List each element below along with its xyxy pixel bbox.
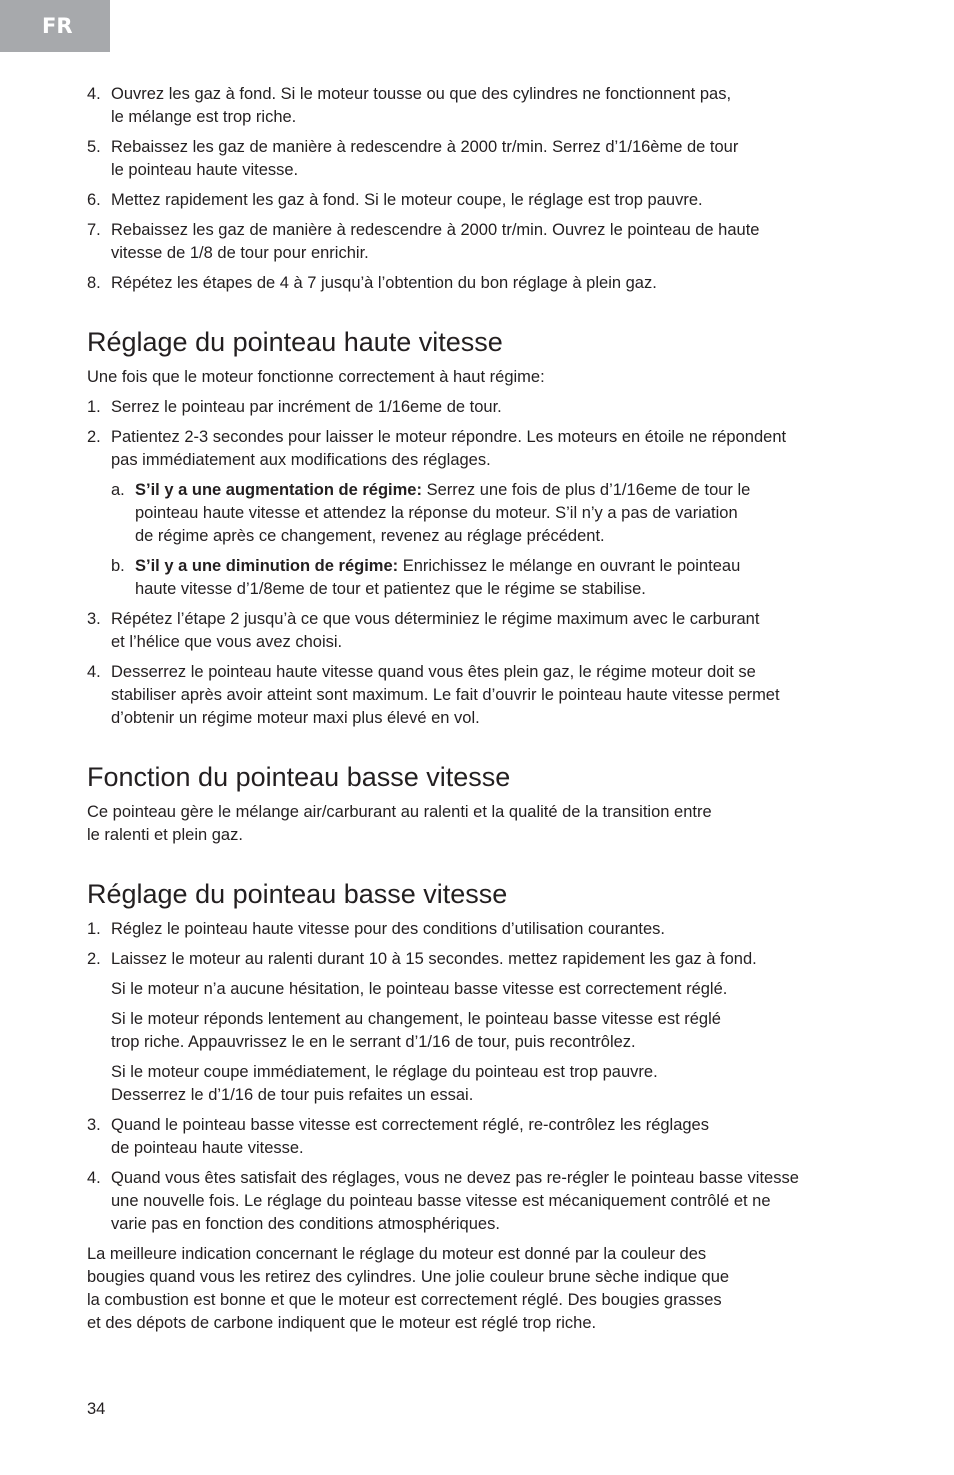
sub-item-letter: b. xyxy=(111,557,125,575)
paragraph-text-cont: bougies quand vous les retirez des cylindres. Une jolie couleur brune sèche indique que xyxy=(87,1268,730,1286)
list-item xyxy=(87,189,877,212)
language-tab: FR xyxy=(0,0,110,52)
sub-item-a xyxy=(111,479,877,548)
list-item xyxy=(87,918,877,941)
item-text: Rebaissez les gaz de manière à redescendre à 2000 tr/min. Serrez d’1/16ème de tour xyxy=(111,138,739,156)
indented-paragraph xyxy=(87,1008,877,1054)
list-item xyxy=(87,396,877,419)
item-text-cont: d’obtenir un régime moteur maxi plus élevé en vol. xyxy=(111,709,480,727)
item-number: 2. xyxy=(87,428,101,446)
item-number: 4. xyxy=(87,85,101,103)
list-item xyxy=(87,272,877,295)
item-text: Mettez rapidement les gaz à fond. Si le moteur coupe, le réglage est trop pauvre. xyxy=(111,191,703,209)
paragraph-text-cont: et des dépots de carbone indiquent que le moteur est réglé trop riche. xyxy=(87,1314,597,1332)
item-text-cont: une nouvelle fois. Le réglage du pointeau basse vitesse est mécaniquement contrôlé et ne xyxy=(111,1192,771,1210)
item-number: 3. xyxy=(87,610,101,628)
sub-item-text: Enrichissez le mélange en ouvrant le pointeau xyxy=(398,557,741,575)
section-paragraph xyxy=(87,801,877,847)
item-text: Quand vous êtes satisfait des réglages, vous ne devez pas re-régler le pointeau basse vitesse xyxy=(111,1169,799,1187)
item-text-cont: varie pas en fonction des conditions atmosphériques. xyxy=(111,1215,500,1233)
item-number: 2. xyxy=(87,950,101,968)
item-number: 3. xyxy=(87,1116,101,1134)
item-text: Rebaissez les gaz de manière à redescendre à 2000 tr/min. Ouvrez le pointeau de haute xyxy=(111,221,760,239)
page-content xyxy=(87,83,877,1342)
section-heading-low-speed-function: Fonction du pointeau basse vitesse xyxy=(87,762,511,792)
item-number: 8. xyxy=(87,274,101,292)
list-item xyxy=(87,608,877,654)
section-heading-low-speed-adjust: Réglage du pointeau basse vitesse xyxy=(87,879,508,909)
sub-item-text-cont: haute vitesse d’1/8eme de tour et patientez que le régime se stabilise. xyxy=(135,580,646,598)
paragraph-text-cont: la combustion est bonne et que le moteur est correctement réglé. Des bougies grasses xyxy=(87,1291,722,1309)
list-item xyxy=(87,1167,877,1236)
list-item xyxy=(87,136,877,182)
paragraph-text-cont: Desserrez le d’1/16 de tour puis refaites un essai. xyxy=(111,1086,474,1104)
sub-item-lead: S’il y a une diminution de régime: xyxy=(135,557,399,575)
item-text-cont: le pointeau haute vitesse. xyxy=(111,161,299,179)
sub-item-text-cont: pointeau haute vitesse et attendez la réponse du moteur. S’il n’y a pas de variation xyxy=(135,504,738,522)
item-text: Ouvrez les gaz à fond. Si le moteur tousse ou que des cylindres ne fonctionnent pas, xyxy=(111,85,732,103)
paragraph-text: Si le moteur réponds lentement au changement, le pointeau basse vitesse est réglé xyxy=(111,1010,721,1028)
item-text-cont: de pointeau haute vitesse. xyxy=(111,1139,304,1157)
list-item xyxy=(87,83,877,129)
item-number: 1. xyxy=(87,920,101,938)
list-item xyxy=(87,661,877,730)
item-text-cont: vitesse de 1/8 de tour pour enrichir. xyxy=(111,244,369,262)
item-text: Laissez le moteur au ralenti durant 10 à 15 secondes. mettez rapidement les gaz à fond. xyxy=(111,950,757,968)
item-text: Serrez le pointeau par incrément de 1/16eme de tour. xyxy=(111,398,502,416)
item-number: 6. xyxy=(87,191,101,209)
item-text: Répétez l’étape 2 jusqu’à ce que vous déterminiez le régime maximum avec le carburant xyxy=(111,610,760,628)
item-number: 1. xyxy=(87,398,101,416)
section-intro: Une fois que le moteur fonctionne correctement à haut régime: xyxy=(87,368,545,386)
list-item xyxy=(87,948,877,971)
sub-item-letter: a. xyxy=(111,481,125,499)
paragraph-text: La meilleure indication concernant le réglage du moteur est donné par la couleur des xyxy=(87,1245,707,1263)
item-number: 4. xyxy=(87,663,101,681)
item-text-cont: stabiliser après avoir atteint sont maximum. Le fait d’ouvrir le pointeau haute vitesse permet xyxy=(111,686,780,704)
intro-steps-list xyxy=(87,83,877,295)
sub-item-b xyxy=(111,555,877,601)
paragraph-text-cont: trop riche. Appauvrissez le en le serrant d’1/16 de tour, puis recontrôlez. xyxy=(111,1033,636,1051)
sub-item-lead: S’il y a une augmentation de régime: xyxy=(135,481,422,499)
sub-item-text-cont: de régime après ce changement, revenez au réglage précédent. xyxy=(135,527,605,545)
paragraph-text-cont: le ralenti et plein gaz. xyxy=(87,826,243,844)
closing-paragraph xyxy=(87,1243,877,1335)
list-item xyxy=(87,426,877,601)
item-text-cont: le mélange est trop riche. xyxy=(111,108,297,126)
section-heading-high-speed-adjust: Réglage du pointeau haute vitesse xyxy=(87,327,503,357)
item-number: 4. xyxy=(87,1169,101,1187)
item-text-cont: et l’hélice que vous avez choisi. xyxy=(111,633,343,651)
item-text: Patientez 2-3 secondes pour laisser le moteur répondre. Les moteurs en étoile ne répondent xyxy=(111,428,787,446)
indented-paragraph xyxy=(87,1061,877,1107)
item-text: Quand le pointeau basse vitesse est correctement réglé, re-contrôlez les réglages xyxy=(111,1116,709,1134)
item-text: Réglez le pointeau haute vitesse pour des conditions d’utilisation courantes. xyxy=(111,920,666,938)
item-text: Répétez les étapes de 4 à 7 jusqu’à l’obtention du bon réglage à plein gaz. xyxy=(111,274,657,292)
indented-paragraph: Si le moteur n’a aucune hésitation, le pointeau basse vitesse est correctement réglé. xyxy=(111,980,728,998)
item-number: 5. xyxy=(87,138,101,156)
item-text-cont: pas immédiatement aux modifications des réglages. xyxy=(111,451,491,469)
sub-item-text: Serrez une fois de plus d’1/16eme de tour le xyxy=(421,481,751,499)
item-number: 7. xyxy=(87,221,101,239)
low-speed-steps-list xyxy=(87,918,877,1236)
paragraph-text: Si le moteur coupe immédiatement, le réglage du pointeau est trop pauvre. xyxy=(111,1063,658,1081)
list-item xyxy=(87,1114,877,1160)
item-text: Desserrez le pointeau haute vitesse quand vous êtes plein gaz, le régime moteur doit se xyxy=(111,663,756,681)
paragraph-text: Ce pointeau gère le mélange air/carburant au ralenti et la qualité de la transition entre xyxy=(87,803,712,821)
list-item xyxy=(87,219,877,265)
page-number: 34 xyxy=(87,1400,106,1418)
high-speed-steps-list xyxy=(87,396,877,730)
